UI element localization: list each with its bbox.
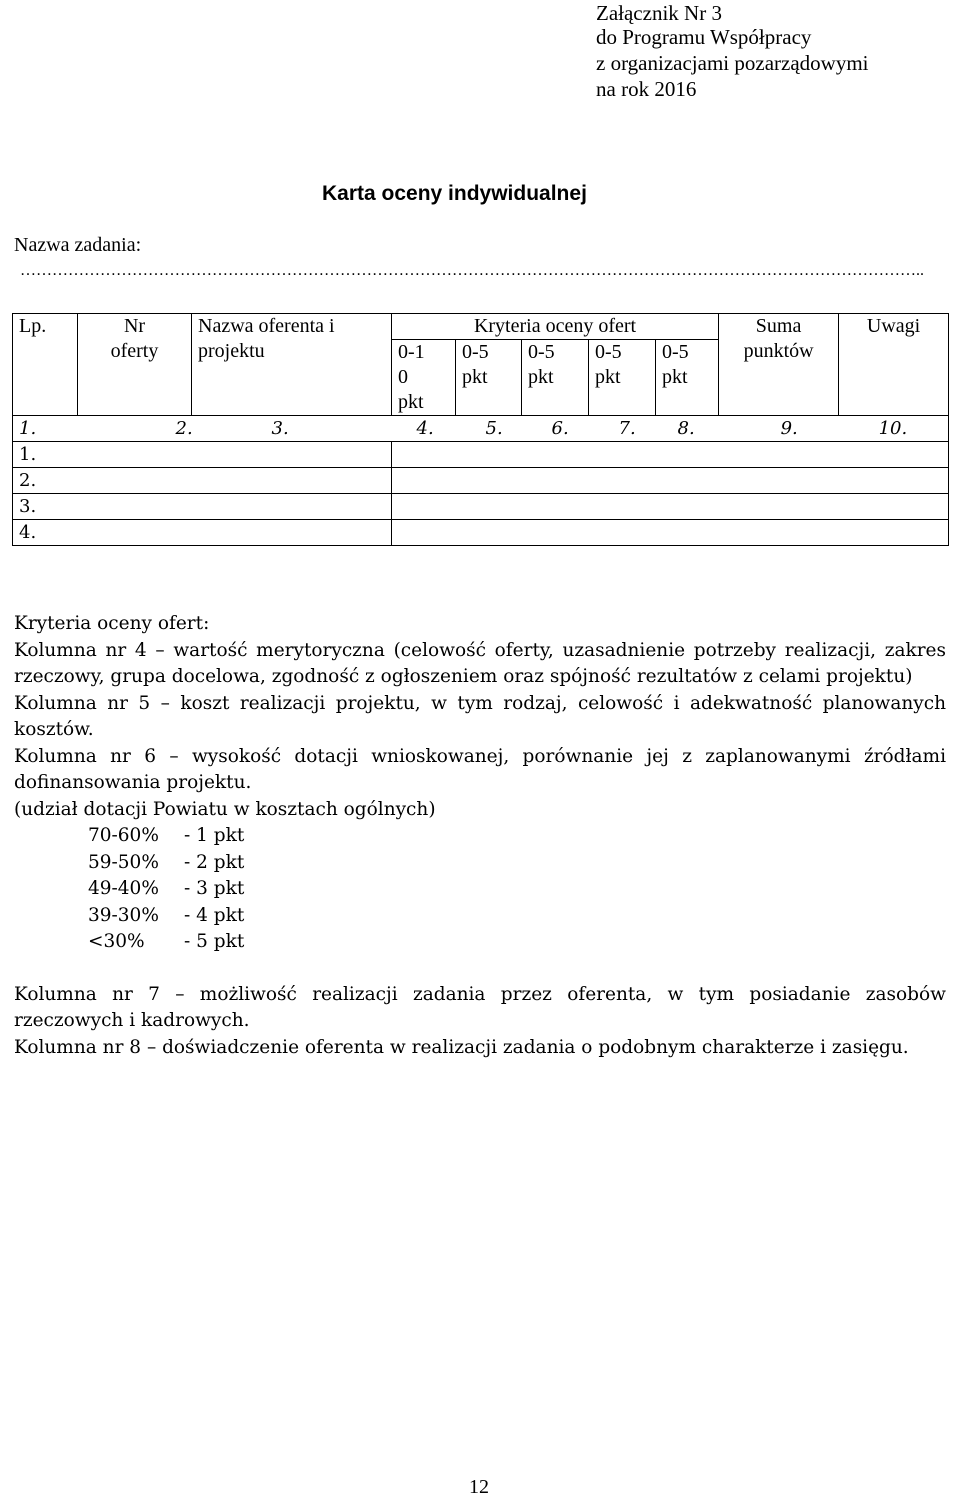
- subheader-4-text: 0-5 pkt: [595, 341, 622, 388]
- row-1-name-cell[interactable]: [192, 442, 392, 468]
- row-number-4: 4.: [13, 520, 192, 546]
- criteria-section: [14, 611, 946, 1061]
- table-row: [13, 442, 949, 468]
- col-number-6: 6.: [522, 416, 589, 442]
- header-lp: Lp.: [13, 314, 78, 416]
- attachment-line-1: Załącznik Nr 3: [596, 1, 722, 25]
- header-nr-oferty-text: Nr oferty: [110, 315, 159, 362]
- col-number-2: 2.: [78, 416, 192, 442]
- subheader-3-text: 0-5 pkt: [528, 341, 555, 388]
- scale-range: 39-30%: [88, 904, 159, 926]
- col-number-4: 4.: [392, 416, 456, 442]
- subheader-5-text: 0-5 pkt: [662, 341, 689, 388]
- col-number-3: 3.: [192, 416, 392, 442]
- col-number-10: 10.: [839, 416, 949, 442]
- attachment-line-3: z organizacjami pozarządowymi: [596, 51, 869, 75]
- scale-range: 70-60%: [88, 825, 159, 846]
- col-number-8: 8.: [656, 416, 719, 442]
- header-kryteria: Kryteria oceny ofert: [392, 314, 719, 340]
- table-row: [13, 520, 949, 546]
- table-row: [13, 468, 949, 494]
- scale-range: 49-40%: [88, 878, 159, 899]
- header-uwagi: Uwagi: [839, 314, 949, 416]
- col-number-9: 9.: [719, 416, 839, 442]
- row-1-scores-cell[interactable]: [392, 442, 949, 468]
- criteria-col5: Kolumna nr 5 – koszt realizacji projektu, w tym rodzaj, celowość i adekwatność planowanych kosztów.: [14, 692, 946, 740]
- header-suma-text: Suma punktów: [743, 315, 814, 362]
- page-title: Karta oceny indywidualnej: [322, 182, 587, 205]
- subheader-1: [392, 340, 456, 416]
- subheader-1-text: 0-1 0 pkt: [398, 341, 425, 413]
- evaluation-table: [12, 313, 949, 546]
- row-number-1: 1.: [13, 442, 192, 468]
- subheader-2-text: 0-5 pkt: [462, 341, 489, 388]
- criteria-col8: Kolumna nr 8 – doświadczenie oferenta w realizacji zadania o podobnym charakterze i zasięgu.: [14, 1036, 909, 1058]
- scale-range: 59-50%: [88, 851, 159, 873]
- header-nazwa-text: Nazwa oferenta i projektu: [198, 315, 335, 362]
- subheader-3: [522, 340, 589, 416]
- row-4-scores-cell[interactable]: [392, 520, 949, 546]
- scale-item: [88, 823, 946, 850]
- subheader-4: [589, 340, 656, 416]
- criteria-heading: Kryteria oceny ofert:: [14, 613, 210, 634]
- criteria-col4: Kolumna nr 4 – wartość merytoryczna (celowość oferty, uzasadnienie potrzeby realizacji, zakres rzeczowy, grupa docelowa, zgodność z ogłoszeniem oraz spójność rezultatów z celami projektu): [14, 639, 946, 687]
- row-number-2: 2.: [13, 468, 192, 494]
- row-3-scores-cell[interactable]: [392, 494, 949, 520]
- scale-item: [88, 929, 946, 956]
- task-name-label: Nazwa zadania:: [14, 234, 142, 256]
- scale-item: [88, 850, 946, 877]
- table-row: [13, 494, 949, 520]
- row-2-name-cell[interactable]: [192, 468, 392, 494]
- scale-item: [88, 903, 946, 930]
- criteria-col7: Kolumna nr 7 – możliwość realizacji zadania przez oferenta, w tym posiadanie zasobów rzeczowych i kadrowych.: [14, 983, 946, 1031]
- attachment-line-2: do Programu Współpracy: [596, 25, 812, 49]
- attachment-line-4: na rok 2016: [596, 77, 697, 101]
- row-2-scores-cell[interactable]: [392, 468, 949, 494]
- scale-points: - 3 pkt: [184, 878, 245, 899]
- row-number-3: 3.: [13, 494, 192, 520]
- scale-points: - 4 pkt: [184, 904, 245, 926]
- col-number-7: 7.: [589, 416, 656, 442]
- scale-item: [88, 876, 946, 903]
- row-3-name-cell[interactable]: [192, 494, 392, 520]
- scale-points: - 2 pkt: [184, 851, 245, 873]
- task-name-dots: ……………………………………………………………………………………………………………………………………………………..: [20, 262, 924, 279]
- scale-range: <30%: [88, 931, 145, 952]
- header-suma: [719, 314, 839, 416]
- subheader-2: [456, 340, 522, 416]
- criteria-col6-note: (udział dotacji Powiatu w kosztach ogólnych): [14, 798, 436, 820]
- points-scale: [88, 823, 946, 956]
- header-nazwa: [192, 314, 392, 416]
- row-4-name-cell[interactable]: [192, 520, 392, 546]
- criteria-col6: Kolumna nr 6 – wysokość dotacji wnioskowanej, porównanie jej z zaplanowanymi źródłami dofinansowania projektu.: [14, 745, 946, 793]
- scale-points: - 1 pkt: [184, 825, 245, 846]
- col-number-5: 5.: [456, 416, 522, 442]
- subheader-5: [656, 340, 719, 416]
- scale-points: - 5 pkt: [184, 931, 245, 952]
- header-nr-oferty: [78, 314, 192, 416]
- col-number-1: 1.: [13, 416, 78, 442]
- page-number: 12: [469, 1476, 489, 1498]
